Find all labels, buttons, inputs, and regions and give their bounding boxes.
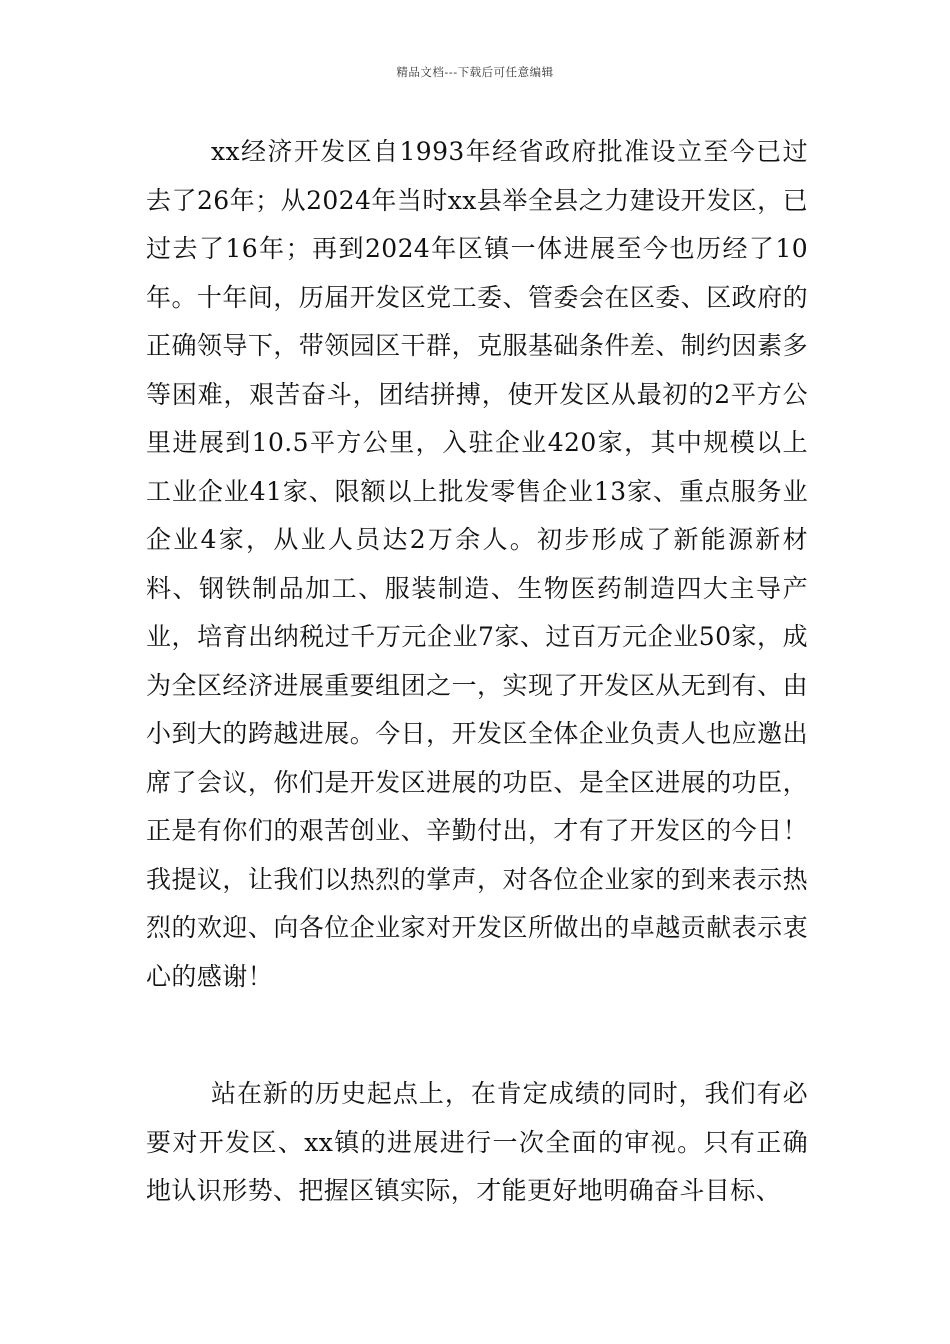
body-paragraph-2: 站在新的历史起点上，在肯定成绩的同时，我们有必要对开发区、xx镇的进展进行一次全面的审视。只有正确地认识形势、把握区镇实际，才能更好地明确奋斗目标、 (146, 1079, 808, 1205)
body-paragraph-1: xx经济开发区自1993年经省政府批准设立至今已过去了26年；从2024年当时xx县举全县之力建设开发区，已过去了16年；再到2024年区镇一体进展至今也历经了10年。十年间，历届开发区党工委、管委会在区委、区政府的正确领导下，带领园区干群，克服基础条件差、制约因素多等困难，艰苦奋斗，团结拼搏，使开发区从最初的2平方公里进展到10.5平方公里，入驻企业420家，其中规模以上工业企业41家、限额以上批发零售企业13家、重点服务业企业4家，从业人员达2万余人。初步形成了新能源新材料、钢铁制品加工、服装制造、生物医药制造四大主导产业，培育出纳税过千万元企业7家、过百万元企业50家，成为全区经济进展重要组团之一，实现了开发区从无到有、由小到大的跨越进展。今日，开发区全体企业负责人也应邀出席了会议，你们是开发区进展的功臣、是全区进展的功臣，正是有你们的艰苦创业、辛勤付出，才有了开发区的今日！我提议，让我们以热烈的掌声，对各位企业家的到来表示热烈的欢迎、向各位企业家对开发区所做出的卓越贡献表示衷心的感谢！ (146, 137, 808, 991)
page-header: 精品文档---下载后可任意编辑 (396, 65, 554, 79)
